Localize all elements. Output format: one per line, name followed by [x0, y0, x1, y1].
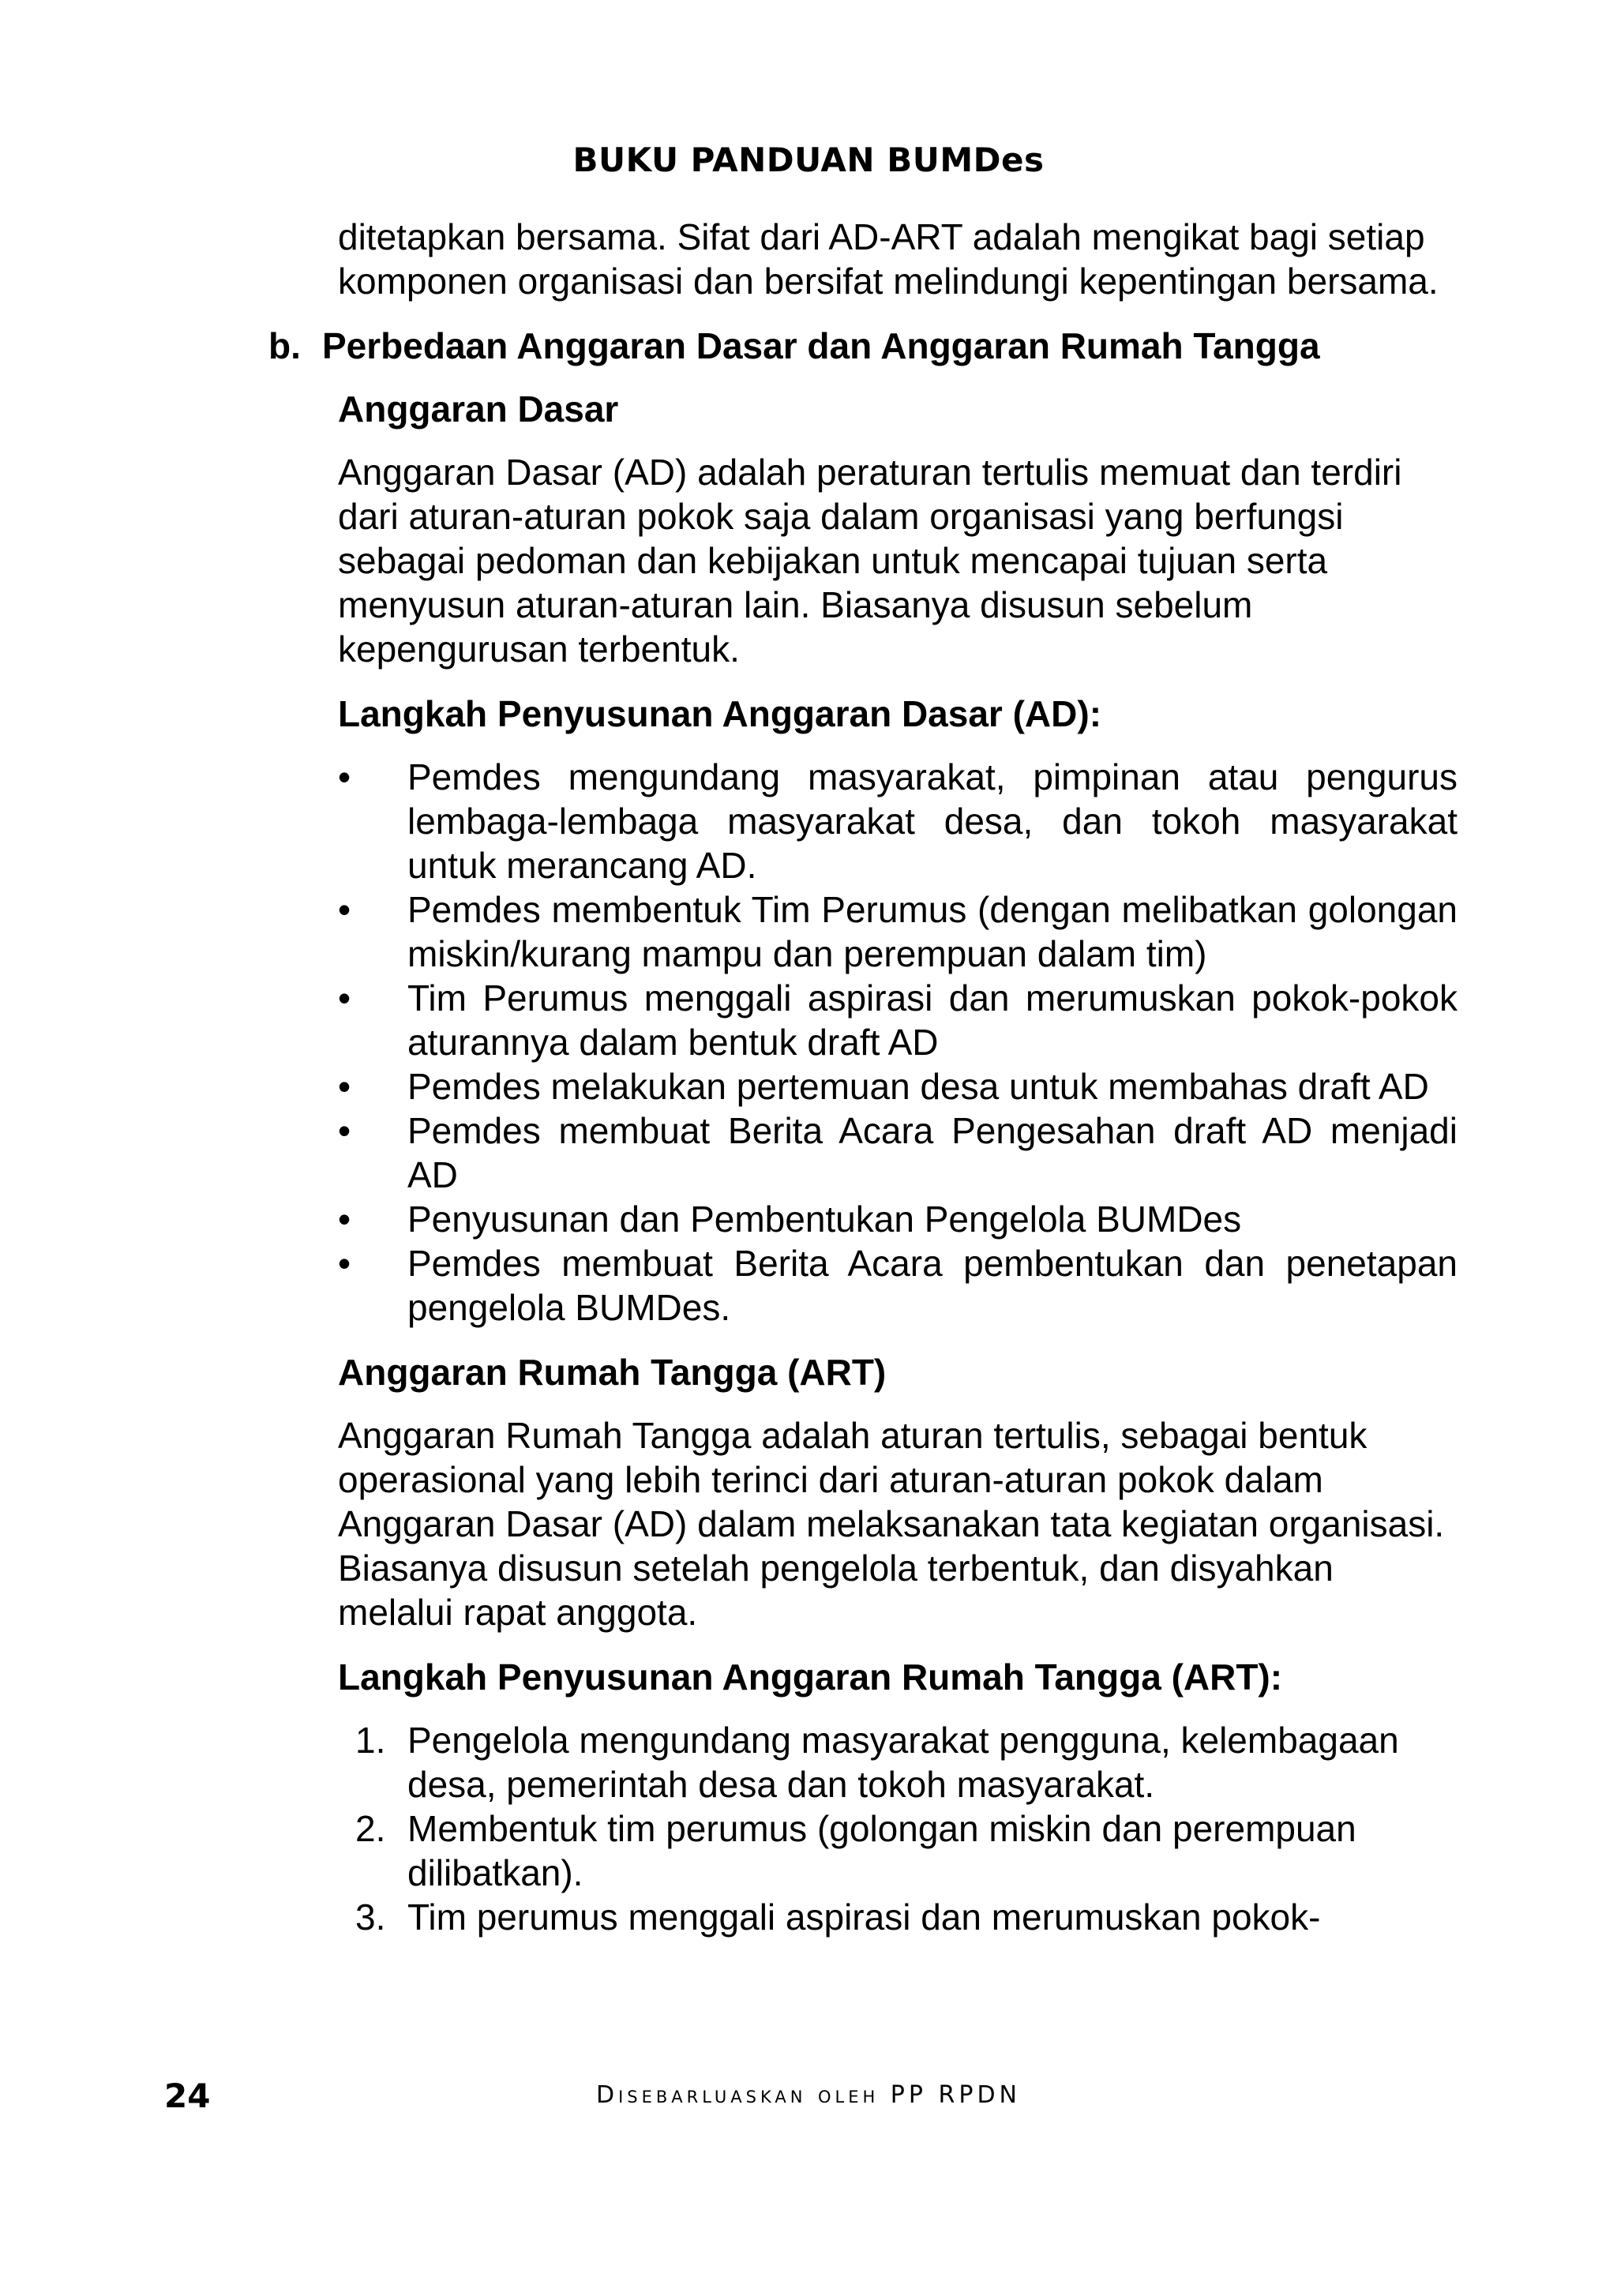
list-item-number: 1. — [355, 1720, 386, 1761]
list-item — [338, 1895, 1458, 1939]
page-number: 24 — [164, 2077, 211, 2115]
list-item-text: Pengelola mengundang masyarakat pengguna, kelembagaan desa, pemerintah desa dan tokoh masyarakat. — [407, 1720, 1399, 1805]
section-b-title: Perbedaan Anggaran Dasar dan Anggaran Rumah Tangga — [322, 325, 1320, 366]
art-paragraph: Anggaran Rumah Tangga adalah aturan tertulis, sebagai bentuk operasional yang lebih terinci dari aturan-aturan pokok dalam Anggaran Dasar (AD) dalam melaksanakan tata kegiatan organisasi. Biasanya disusun setelah pengelola terbentuk, dan disyahkan melalui rapat anggota. — [338, 1415, 1445, 1633]
list-item-text: Tim Perumus menggali aspirasi dan merumuskan pokok-pokok aturannya dalam bentuk draft AD — [407, 977, 1458, 1063]
list-item — [338, 755, 1458, 887]
anggaran-dasar-paragraph: Anggaran Dasar (AD) adalah peraturan tertulis memuat dan terdiri dari aturan-aturan pokok saja dalam organisasi yang berfungsi sebagai pedoman dan kebijakan untuk mencapai tujuan serta menyusun aturan-aturan lain. Biasanya disusun sebelum kepengurusan terbentuk. — [338, 452, 1402, 670]
list-item-text: Pemdes mengundang masyarakat, pimpinan atau pengurus lembaga-lembaga masyarakat desa, dan tokoh masyarakat untuk merancang AD. — [407, 756, 1458, 886]
list-item — [338, 1064, 1458, 1109]
list-item — [338, 976, 1458, 1064]
anggaran-dasar-heading: Anggaran Dasar — [338, 388, 619, 430]
bullet-icon: • — [338, 756, 351, 797]
art-steps-heading: Langkah Penyusunan Anggaran Rumah Tangga (ART): — [338, 1656, 1283, 1698]
list-item-number: 3. — [355, 1896, 386, 1938]
list-item-text: Membentuk tim perumus (golongan miskin dan perempuan dilibatkan). — [407, 1808, 1356, 1893]
list-item-text: Penyusunan dan Pembentukan Pengelola BUMDes — [407, 1199, 1242, 1240]
bullet-icon: • — [338, 889, 351, 930]
bullet-icon: • — [338, 1199, 351, 1240]
section-b-heading — [268, 324, 1458, 368]
list-item-text: Pemdes membuat Berita Acara pembentukan dan penetapan pengelola BUMDes. — [407, 1243, 1458, 1328]
bullet-icon: • — [338, 1243, 351, 1284]
list-item-text: Tim perumus menggali aspirasi dan merumuskan pokok- — [407, 1896, 1321, 1938]
bullet-icon: • — [338, 1110, 351, 1151]
list-item-text: Pemdes melakukan pertemuan desa untuk membahas draft AD — [407, 1066, 1429, 1107]
art-steps-list — [338, 1718, 1458, 1939]
ad-steps-list — [338, 755, 1458, 1330]
list-item — [338, 1241, 1458, 1330]
footer-credit: Disebarluaskan oleh PP RPDN — [595, 2081, 1021, 2109]
ad-steps-heading: Langkah Penyusunan Anggaran Dasar (AD): — [338, 693, 1102, 734]
section-b-marker: b. — [268, 325, 301, 366]
bullet-icon: • — [338, 1066, 351, 1107]
list-item-number: 2. — [355, 1808, 386, 1849]
page-content — [268, 215, 1458, 1939]
list-item-text: Pemdes membuat Berita Acara Pengesahan draft AD menjadi AD — [407, 1110, 1458, 1195]
bullet-icon: • — [338, 977, 351, 1019]
art-heading: Anggaran Rumah Tangga (ART) — [338, 1352, 887, 1393]
list-item-text: Pemdes membentuk Tim Perumus (dengan melibatkan golongan miskin/kurang mampu dan perempuan dalam tim) — [407, 889, 1458, 974]
list-item — [338, 1806, 1458, 1895]
list-item — [338, 887, 1458, 976]
intro-paragraph: ditetapkan bersama. Sifat dari AD-ART adalah mengikat bagi setiap komponen organisasi dan bersifat melindungi kepentingan bersama. — [338, 216, 1439, 302]
list-item — [338, 1197, 1458, 1241]
list-item — [338, 1109, 1458, 1197]
running-header-title: BUKU PANDUAN BUMDes — [572, 141, 1045, 179]
list-item — [338, 1718, 1458, 1806]
